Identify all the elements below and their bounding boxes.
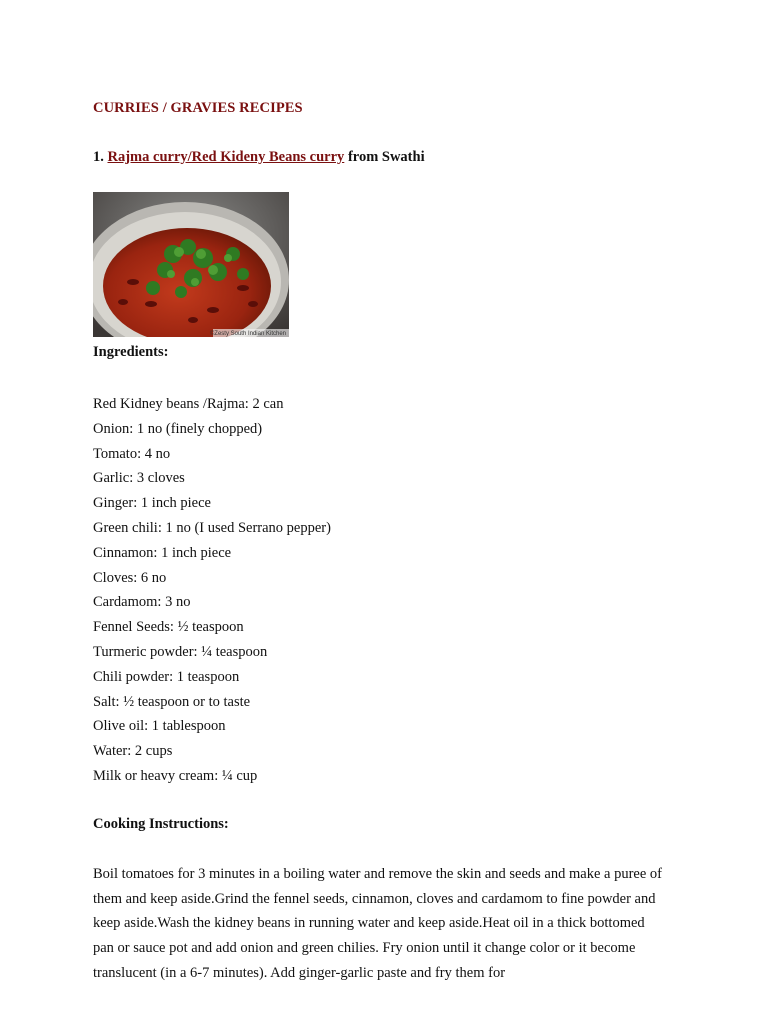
- recipe-link[interactable]: Rajma curry/Red Kideny Beans curry: [107, 149, 345, 165]
- instructions-paragraph: Boil tomatoes for 3 minutes in a boiling water and remove the skin and seeds and make a puree of them and keep aside.Grind the fennel seeds, cinnamon, cloves and cardamom to fine powder and keep aside.Wash the kidney beans in running water and keep aside.Heat oil in a thick bottomed pan or sauce pot and add onion and green chilies. Fry onion until it change color or it become translucent (in a 6-7 minutes). Add ginger-garlic paste and fry them for: [93, 866, 662, 981]
- section-title: CURRIES / GRAVIES RECIPES: [93, 100, 303, 116]
- list-item: Cloves: 6 no: [93, 569, 167, 586]
- list-item: Ginger: 1 inch piece: [93, 495, 211, 512]
- ingredients-list: [93, 392, 331, 789]
- list-item: Tomato: 4 no: [93, 445, 171, 462]
- list-item: Red Kidney beans /Rajma: 2 can: [93, 396, 284, 412]
- list-item: Water: 2 cups: [93, 743, 173, 760]
- recipe-source: from Swathi: [347, 149, 425, 165]
- list-item: Fennel Seeds: ½ teaspoon: [93, 619, 244, 636]
- instructions-heading: Cooking Instructions:: [93, 816, 229, 832]
- list-item: Salt: ½ teaspoon or to taste: [93, 693, 251, 710]
- recipe-heading: [93, 149, 425, 166]
- list-item: Turmeric powder: ¼ teaspoon: [93, 643, 268, 660]
- list-item: Garlic: 3 cloves: [93, 470, 185, 487]
- list-item: Milk or heavy cream: ¼ cup: [93, 767, 258, 784]
- recipe-number: 1.: [93, 149, 104, 165]
- list-item: Cardamom: 3 no: [93, 594, 191, 611]
- list-item: Olive oil: 1 tablespoon: [93, 718, 226, 735]
- recipe-photo: [93, 192, 289, 337]
- photo-watermark: ©Zesty South Indian Kitchen: [209, 331, 286, 337]
- list-item: Chili powder: 1 teaspoon: [93, 668, 240, 685]
- list-item: Cinnamon: 1 inch piece: [93, 544, 232, 561]
- ingredients-heading: Ingredients:: [93, 344, 169, 360]
- list-item: Onion: 1 no (finely chopped): [93, 420, 263, 437]
- list-item: Green chili: 1 no (I used Serrano pepper): [93, 519, 331, 536]
